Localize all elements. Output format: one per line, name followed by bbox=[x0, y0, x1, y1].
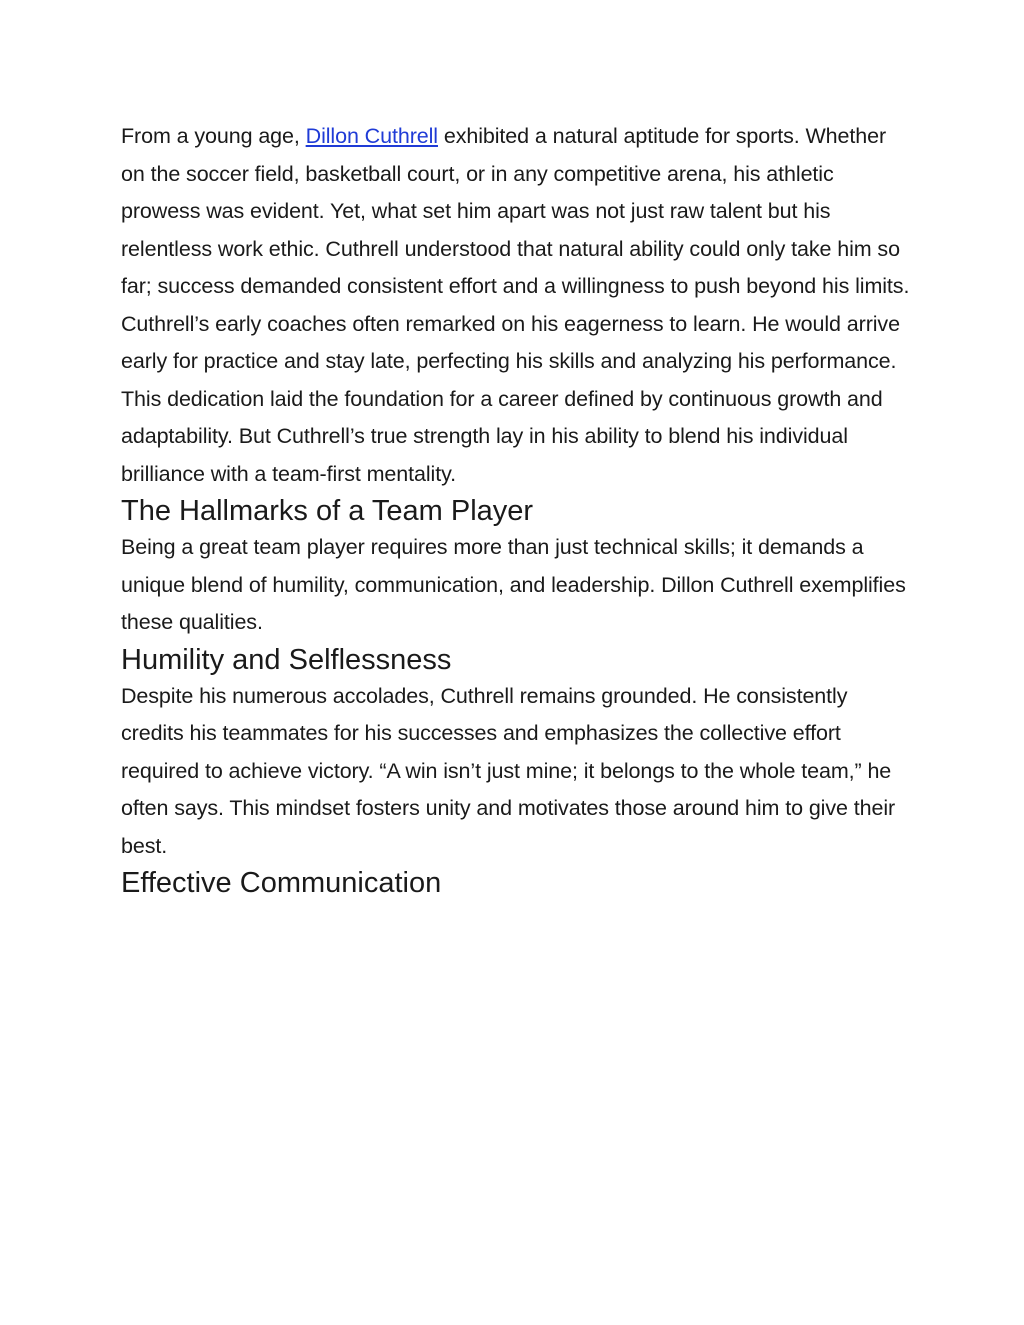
intro-text-before-link: From a young age, bbox=[121, 124, 306, 148]
early-coaches-paragraph: Cuthrell’s early coaches often remarked on his eagerness to learn. He would arrive early for practice and stay late, perfecting his skills and analyzing his performance. This dedication laid the foundation for a career defined by continuous growth and adaptability. But Cuthrell’s true strength lay in his ability to blend his individual brilliance with a team-first mentality. bbox=[121, 311, 900, 486]
intro-paragraph bbox=[121, 118, 911, 306]
hallmarks-heading: The Hallmarks of a Team Player bbox=[121, 495, 534, 527]
hallmarks-paragraph: Being a great team player requires more than just technical skills; it demands a unique blend of humility, communication, and leadership. Dillon Cuthrell exemplifies these qualities. bbox=[121, 535, 906, 634]
document-page bbox=[121, 118, 911, 901]
intro-text-after-link: exhibited a natural aptitude for sports. Whether on the soccer field, basketball court, or in any competitive arena, his athletic prowess was evident. Yet, what set him apart was not just raw talent but his relentless work ethic. Cuthrell understood that natural ability could only take him so far; success demanded consistent effort and a willingness to push beyond his limits. bbox=[121, 124, 910, 298]
humility-heading: Humility and Selflessness bbox=[121, 643, 452, 676]
communication-heading: Effective Communication bbox=[121, 867, 442, 899]
humility-paragraph: Despite his numerous accolades, Cuthrell remains grounded. He consistently credits his teammates for his successes and emphasizes the collective effort required to achieve victory. “A win isn’t just mine; it belongs to the whole team,” he often says. This mindset fosters unity and motivates those around him to give their best. bbox=[121, 683, 896, 858]
dillon-cuthrell-link[interactable]: Dillon Cuthrell bbox=[305, 124, 438, 148]
